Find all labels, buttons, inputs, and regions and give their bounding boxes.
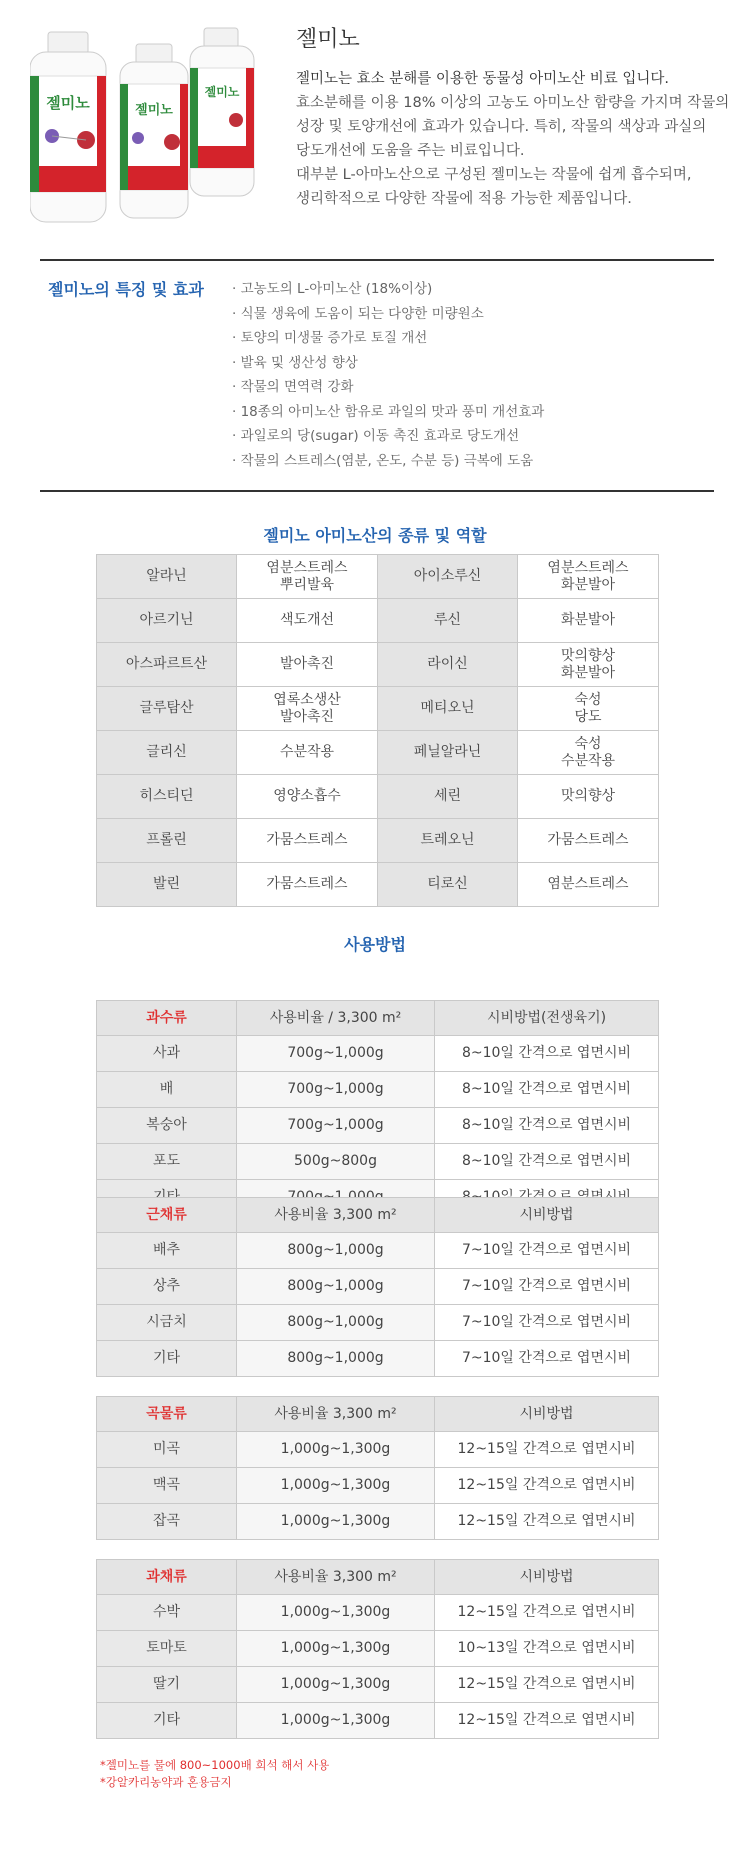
amino-acid-name: 루신 [378,599,518,643]
amino-row [97,775,659,819]
usage-row [97,1341,659,1377]
feature-item: · 작물의 스트레스(염분, 온도, 수분 등) 극복에 도움 [232,452,534,469]
usage-rate-cell: 800g~1,000g [237,1233,435,1269]
amino-row [97,599,659,643]
usage-method-cell: 12~15일 간격으로 엽면시비 [435,1667,659,1703]
amino-acid-role: 화분발아 [518,599,659,643]
usage-rate-cell: 700g~1,000g [237,1108,435,1144]
amino-acid-name: 페닐알라닌 [378,731,518,775]
usage-method-cell: 12~15일 간격으로 엽면시비 [435,1468,659,1504]
usage-method-cell: 8~10일 간격으로 엽면시비 [435,1072,659,1108]
usage-row [97,1631,659,1667]
bottle-middle [120,44,188,218]
usage-method-header: 시비방법 [435,1560,659,1595]
amino-acid-name: 트레오닌 [378,819,518,863]
usage-category-header: 과수류 [97,1001,237,1036]
intro-line: 생리학적으로 다양한 작물에 적용 가능한 제품입니다. [296,191,632,207]
usage-table [96,1559,659,1739]
usage-row [97,1036,659,1072]
usage-name-cell: 토마토 [97,1631,237,1667]
svg-text:젤미노: 젤미노 [46,94,90,112]
amino-acid-role: 발아촉진 [237,643,378,687]
usage-row [97,1468,659,1504]
usage-rate-cell: 1,000g~1,300g [237,1432,435,1468]
intro-line: 대부분 L-아마노산으로 구성된 젤미노는 작물에 쉽게 흡수되며, [296,167,692,183]
amino-row [97,555,659,599]
usage-method-cell: 12~15일 간격으로 엽면시비 [435,1504,659,1540]
amino-acid-name: 알라닌 [97,555,237,599]
bottle-front [30,32,106,222]
usage-method-cell: 8~10일 간격으로 엽면시비 [435,1144,659,1180]
feature-item: · 고농도의 L-아미노산 (18%이상) [232,281,433,297]
amino-acid-name: 세린 [378,775,518,819]
svg-text:젤미노: 젤미노 [204,85,240,99]
usage-name-cell: 기타 [97,1341,237,1377]
usage-name-cell: 포도 [97,1144,237,1180]
feature-item: · 토양의 미생물 증가로 토질 개선 [232,330,428,346]
usage-row [97,1504,659,1540]
amino-row [97,863,659,907]
intro-lead: 젤미노는 효소 분해를 이용한 동물성 아미노산 비료 입니다. [296,71,670,87]
usage-row [97,1233,659,1269]
usage-name-cell: 맥곡 [97,1468,237,1504]
usage-rate-header: 사용비율 3,300 m² [237,1198,435,1233]
usage-method-cell: 7~10일 간격으로 엽면시비 [435,1269,659,1305]
usage-name-cell: 시금치 [97,1305,237,1341]
usage-method-cell: 7~10일 간격으로 엽면시비 [435,1305,659,1341]
usage-notes [100,1757,329,1791]
usage-row [97,1108,659,1144]
features-title: 젤미노의 특징 및 효과 [48,280,204,299]
bottle-back [190,28,254,196]
intro-section [296,22,736,211]
usage-rate-header: 사용비율 3,300 m² [237,1560,435,1595]
usage-name-cell: 배추 [97,1233,237,1269]
amino-acid-role: 맛의향상 [518,775,659,819]
usage-name-cell: 복숭아 [97,1108,237,1144]
features-list [232,277,544,473]
usage-rate-cell: 800g~1,000g [237,1341,435,1377]
usage-method-header: 시비방법 [435,1198,659,1233]
intro-line: 효소분해를 이용 18% 이상의 고농도 아미노산 함량을 가지며 작물의 [296,95,730,111]
note-dilution: *젤미노를 물에 800~1000배 희석 해서 사용 [100,1758,330,1772]
usage-category-header: 근채류 [97,1198,237,1233]
usage-method-cell: 12~15일 간격으로 엽면시비 [435,1432,659,1468]
divider-top [40,259,714,261]
amino-acid-table [96,554,659,907]
usage-category-header: 곡물류 [97,1397,237,1432]
amino-acid-name: 발린 [97,863,237,907]
usage-row [97,1703,659,1739]
usage-row [97,1667,659,1703]
usage-rate-header: 사용비율 / 3,300 m² [237,1001,435,1036]
usage-method-cell: 7~10일 간격으로 엽면시비 [435,1233,659,1269]
usage-row [97,1595,659,1631]
amino-acid-name: 히스티딘 [97,775,237,819]
usage-row [97,1432,659,1468]
usage-table [96,1396,659,1540]
usage-method-cell: 10~13일 간격으로 엽면시비 [435,1631,659,1667]
usage-name-cell: 잡곡 [97,1504,237,1540]
amino-acid-role: 숙성 당도 [518,687,659,731]
usage-method-cell: 12~15일 간격으로 엽면시비 [435,1703,659,1739]
usage-rate-cell: 1,000g~1,300g [237,1631,435,1667]
usage-row [97,1305,659,1341]
usage-rate-cell: 1,000g~1,300g [237,1595,435,1631]
amino-acid-role: 가뭄스트레스 [518,819,659,863]
usage-method-cell: 12~15일 간격으로 엽면시비 [435,1595,659,1631]
usage-method-header: 시비방법 [435,1397,659,1432]
amino-acid-role: 염분스트레스 [518,863,659,907]
usage-method-header: 시비방법(전생육기) [435,1001,659,1036]
usage-name-cell: 사과 [97,1036,237,1072]
usage-rate-cell: 1,000g~1,300g [237,1468,435,1504]
amino-row [97,643,659,687]
feature-item: · 발육 및 생산성 향상 [232,354,358,371]
svg-text:젤미노: 젤미노 [135,103,173,118]
note-no-mixing: *강알카리농약과 혼용금지 [100,1775,232,1789]
product-bottles-image [30,22,270,232]
usage-name-cell: 배 [97,1072,237,1108]
usage-rate-cell: 800g~1,000g [237,1305,435,1341]
amino-acid-name: 글리신 [97,731,237,775]
intro-line: 당도개선에 도움을 주는 비료입니다. [296,143,525,159]
amino-acid-name: 아이소루신 [378,555,518,599]
usage-method-cell: 8~10일 간격으로 엽면시비 [435,1036,659,1072]
amino-acid-role: 염분스트레스 뿌리발육 [237,555,378,599]
divider-bottom [40,490,714,492]
usage-method-cell: 7~10일 간격으로 엽면시비 [435,1341,659,1377]
amino-acid-role: 수분작용 [237,731,378,775]
amino-acid-role: 엽록소생산 발아촉진 [237,687,378,731]
usage-table [96,1000,659,1216]
amino-acid-name: 라이신 [378,643,518,687]
amino-row [97,731,659,775]
amino-row [97,819,659,863]
usage-rate-cell: 1,000g~1,300g [237,1667,435,1703]
usage-rate-cell: 700g~1,000g [237,1036,435,1072]
usage-row [97,1072,659,1108]
usage-rate-cell: 1,000g~1,300g [237,1703,435,1739]
usage-rate-cell: 500g~800g [237,1144,435,1180]
usage-rate-header: 사용비율 3,300 m² [237,1397,435,1432]
amino-acid-role: 염분스트레스 화분발아 [518,555,659,599]
amino-acid-role: 색도개선 [237,599,378,643]
usage-name-cell: 수박 [97,1595,237,1631]
amino-acid-role: 가뭄스트레스 [237,863,378,907]
usage-rate-cell: 800g~1,000g [237,1269,435,1305]
amino-acid-role: 맛의향상 화분발아 [518,643,659,687]
amino-acid-role: 가뭄스트레스 [237,819,378,863]
usage-name-cell: 기타 [97,1703,237,1739]
amino-acid-name: 아스파르트산 [97,643,237,687]
usage-category-header: 과채류 [97,1560,237,1595]
intro-line: 성장 및 토양개선에 효과가 있습니다. 특히, 작물의 색상과 과실의 [296,119,707,135]
amino-acid-name: 메티오닌 [378,687,518,731]
usage-rate-cell: 700g~1,000g [237,1072,435,1108]
usage-section-title: 사용방법 [344,935,406,954]
feature-item: · 과일로의 당(sugar) 이동 촉진 효과로 당도개선 [232,428,520,444]
feature-item: · 18종의 아미노산 함유로 과일의 맛과 풍미 개선효과 [232,403,545,420]
usage-name-cell: 딸기 [97,1667,237,1703]
usage-method-cell: 8~10일 간격으로 엽면시비 [435,1108,659,1144]
usage-row [97,1144,659,1180]
amino-acid-role: 숙성 수분작용 [518,731,659,775]
feature-item: · 작물의 면역력 강화 [232,379,354,395]
usage-name-cell: 상추 [97,1269,237,1305]
feature-item: · 식물 생육에 도움이 되는 다양한 미량원소 [232,305,484,322]
product-title: 젤미노 [296,27,360,52]
amino-acid-name: 아르기닌 [97,599,237,643]
amino-section-title: 젤미노 아미노산의 종류 및 역할 [263,526,487,545]
amino-acid-name: 글루탐산 [97,687,237,731]
usage-table [96,1197,659,1377]
amino-acid-name: 프롤린 [97,819,237,863]
amino-acid-role: 영양소흡수 [237,775,378,819]
usage-name-cell: 미곡 [97,1432,237,1468]
usage-rate-cell: 1,000g~1,300g [237,1504,435,1540]
amino-row [97,687,659,731]
amino-acid-name: 티로신 [378,863,518,907]
usage-row [97,1269,659,1305]
